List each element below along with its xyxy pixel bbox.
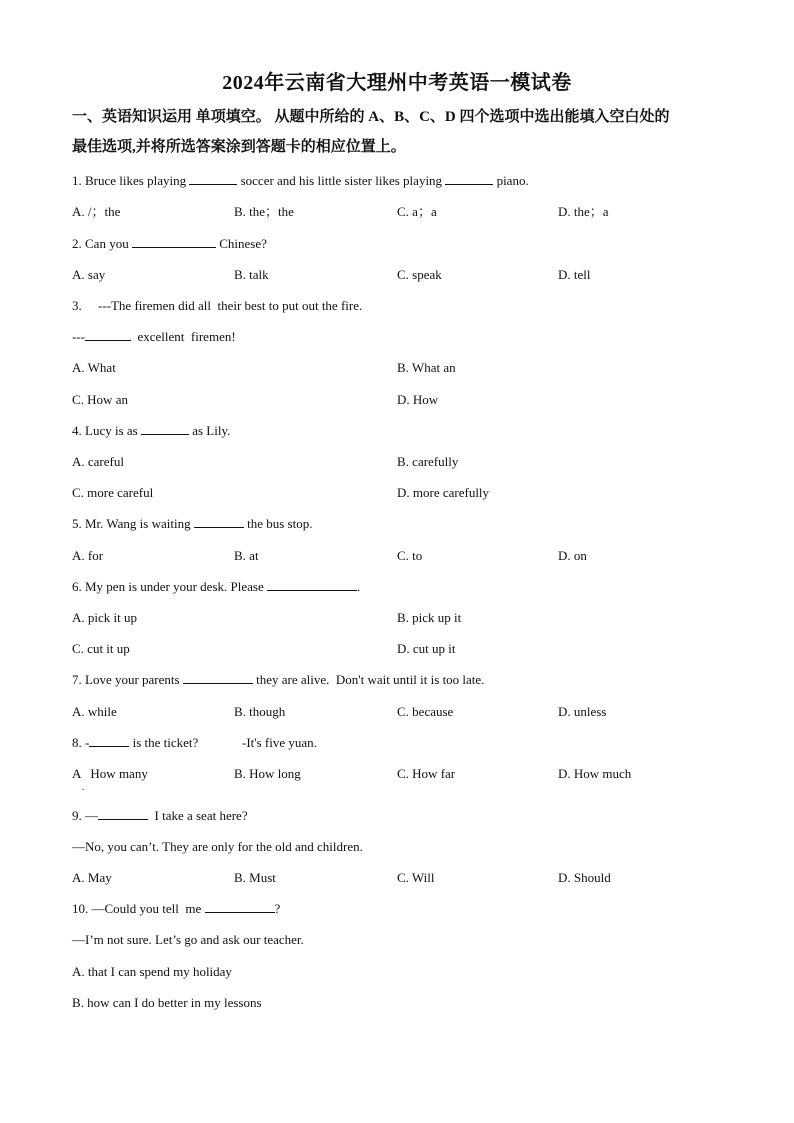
question-3-option-d: D. How (397, 392, 439, 407)
section-instructions-line-1: 一、英语知识运用 单项填空。 从题中所给的 A、B、C、D 四个选项中选出能填入空白处的 (72, 109, 670, 125)
answer-blank (267, 578, 357, 591)
question-6-option-b: B. pick up it (397, 610, 462, 625)
question-7-option-d: D. unless (558, 704, 607, 719)
question-10-stem (72, 900, 280, 918)
question-6-option-a: A. pick it up (72, 610, 137, 625)
question-text: soccer and his little sister likes playing (237, 173, 446, 188)
question-10-option-a: A. that I can spend my holiday (72, 964, 232, 979)
question-2-option-b: B. talk (234, 267, 269, 282)
question-3-reply (72, 328, 236, 346)
question-5-option-d: D. on (558, 548, 587, 563)
answer-blank (205, 900, 275, 913)
question-4-option-a: A. careful (72, 454, 124, 469)
question-9-option-d: D. Should (558, 870, 611, 885)
answer-blank (89, 734, 129, 747)
question-9-option-a: A. May (72, 870, 112, 885)
question-2-option-a: A. say (72, 267, 106, 282)
question-5-option-c: C. to (397, 548, 423, 563)
question-1-option-b: B. the；the (234, 204, 294, 219)
question-1-stem (72, 172, 529, 190)
question-7-stem (72, 671, 484, 689)
section-instructions (72, 102, 732, 162)
question-text: 9. — (72, 808, 98, 823)
question-text: 4. Lucy is as (72, 423, 141, 438)
question-6-stem (72, 578, 360, 596)
question-3-option-b: B. What an (397, 360, 456, 375)
question-1-option-c: C. a；a (397, 204, 437, 219)
answer-blank (85, 328, 131, 341)
page-title: 2024年云南省大理州中考英语一模试卷 (222, 72, 572, 94)
question-text: 8. - (72, 735, 90, 750)
question-10-option-b: B. how can I do better in my lessons (72, 995, 262, 1010)
question-6-option-d: D. cut up it (397, 641, 456, 656)
question-8-reply: -It's five yuan. (242, 735, 317, 750)
question-2-option-d: D. tell (558, 267, 591, 282)
question-2-option-c: C. speak (397, 267, 442, 282)
question-8-option-b: B. How long (234, 766, 301, 781)
answer-blank (132, 235, 216, 248)
question-text: 2. Can you (72, 236, 132, 251)
answer-blank (98, 807, 148, 820)
question-7-option-b: B. though (234, 704, 286, 719)
question-9-stem (72, 807, 248, 825)
question-9-reply: —No, you can’t. They are only for the old and children. (72, 839, 363, 854)
question-8-option-d: D. How much (558, 766, 632, 781)
question-7-option-c: C. because (397, 704, 454, 719)
answer-blank (445, 172, 493, 185)
question-5-option-a: A. for (72, 548, 104, 563)
stray-dot: . (82, 782, 85, 792)
question-8-option-a: A How many (72, 766, 148, 781)
question-3-option-a: A. What (72, 360, 116, 375)
question-6-option-c: C. cut it up (72, 641, 130, 656)
question-8-option-c: C. How far (397, 766, 456, 781)
question-7-option-a: A. while (72, 704, 117, 719)
question-text: the bus stop. (243, 516, 313, 531)
question-text: is the ticket? (129, 735, 199, 750)
question-2-stem (72, 235, 267, 253)
question-text: 5. Mr. Wang is waiting (72, 516, 194, 531)
question-text: 6. My pen is under your desk. Please (72, 579, 267, 594)
question-text: ? (274, 901, 281, 916)
question-4-option-b: B. carefully (397, 454, 459, 469)
question-9-option-b: B. Must (234, 870, 276, 885)
question-8-stem (72, 734, 198, 752)
question-text: --- (72, 329, 85, 344)
question-text: I take a seat here? (148, 808, 248, 823)
question-text: excellent firemen! (131, 329, 236, 344)
question-text: . (356, 579, 361, 594)
answer-blank (194, 515, 244, 528)
question-4-option-c: C. more careful (72, 485, 154, 500)
question-text: as Lily. (188, 423, 231, 438)
question-5-option-b: B. at (234, 548, 259, 563)
question-text: they are alive. Don't wait until it is too late. (252, 672, 485, 687)
question-text: 7. Love your parents (72, 672, 183, 687)
question-3-stem: 3. ---The firemen did all their best to put out the fire. (72, 298, 363, 313)
question-5-stem (72, 515, 312, 533)
question-text: 1. Bruce likes playing (72, 173, 190, 188)
section-instructions-line-2: 最佳选项,并将所选答案涂到答题卡的相应位置上。 (72, 139, 406, 155)
question-4-option-d: D. more carefully (397, 485, 490, 500)
answer-blank (183, 671, 253, 684)
question-4-stem (72, 422, 230, 440)
answer-blank (189, 172, 237, 185)
question-text: Chinese? (215, 236, 267, 251)
answer-blank (141, 422, 189, 435)
question-9-option-c: C. Will (397, 870, 435, 885)
question-1-option-a: A. /；the (72, 204, 121, 219)
question-text: piano. (493, 173, 529, 188)
question-text: 10. —Could you tell me (72, 901, 205, 916)
question-3-option-c: C. How an (72, 392, 128, 407)
question-1-option-d: D. the；a (558, 204, 609, 219)
question-10-reply: —I’m not sure. Let’s go and ask our teacher. (72, 932, 304, 947)
